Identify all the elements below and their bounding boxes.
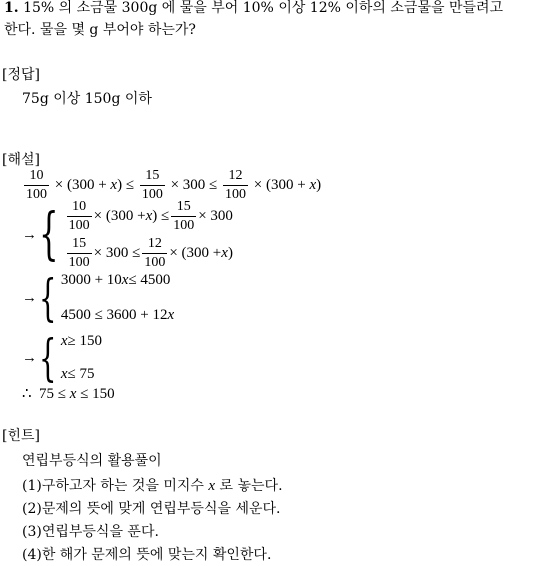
question-text-2: 한다. 물을 몇 g 부어야 하는가?	[4, 22, 196, 38]
solution-step-2	[22, 200, 233, 270]
system-row-2: 4500 ≤ 3600 + 12 x	[60, 307, 175, 323]
hint-item-4: (4)한 해가 문제의 뜻에 맞는지 확인한다.	[22, 547, 272, 563]
solution-heading: [해설]	[2, 152, 40, 168]
solution-step-4	[22, 329, 102, 387]
fraction: $\frac{15}{100}$	[141, 168, 163, 203]
left-brace: {	[39, 329, 57, 387]
question-line-2	[4, 21, 196, 39]
arrow-symbol: →	[22, 349, 37, 366]
hint-title: 연립부등식의 활용풀이	[22, 453, 162, 469]
question-number: 1.	[4, 0, 19, 16]
left-brace: {	[39, 269, 57, 327]
system-row-2: $\frac{15}{100}$ × 300 ≤ $\frac{12}{100}$ × (300 + x )	[68, 236, 233, 270]
fraction: $\frac{12}{100}$	[225, 168, 247, 203]
hint-heading: [힌트]	[2, 428, 40, 444]
system-row-1: x ≥ 150	[60, 333, 102, 349]
solution-step-3	[22, 269, 175, 327]
hint-item-1: (1)구하고자 하는 것을 미지수 x 로 놓는다.	[22, 478, 283, 494]
fraction: $\frac{10}{100}$	[26, 168, 47, 203]
solution-conclusion: ∴ 75 ≤ x ≤ 150	[22, 386, 115, 402]
question-line-1	[4, 0, 503, 17]
inequality-system	[65, 200, 233, 270]
answer-text: 75g 이상 150g 이하	[22, 91, 152, 107]
hint-item-3: (3)연립부등식을 푼다.	[22, 524, 159, 540]
arrow-symbol: →	[22, 226, 37, 243]
hint-item-2: (2)문제의 뜻에 맞게 연립부등식을 세운다.	[22, 501, 281, 517]
system-row-1: 3000 + 10 x ≤ 4500	[60, 272, 171, 288]
left-brace: {	[39, 202, 59, 267]
system-row-1: $\frac{10}{100}$ × (300 + x ) ≤ $\frac{15}{100}$ × 300	[68, 199, 233, 233]
arrow-symbol: →	[22, 289, 37, 306]
answer-heading: [정답]	[2, 67, 40, 83]
question-text-1: 15% 의 소금물 300g 에 물을 부어 10% 이상 12% 이하의 소금물을 만들려고	[23, 0, 504, 16]
therefore-symbol: ∴	[22, 386, 32, 402]
solution-step-1: $\frac{10}{100}$ × (300 + x) ≤ $\frac{15}{100}$ × 300 ≤ $\frac{12}{100}$ × (300 + x)	[26, 168, 322, 203]
inequality-system	[61, 272, 174, 324]
system-row-2: x ≤ 75	[60, 366, 95, 382]
inequality-system	[61, 333, 102, 383]
